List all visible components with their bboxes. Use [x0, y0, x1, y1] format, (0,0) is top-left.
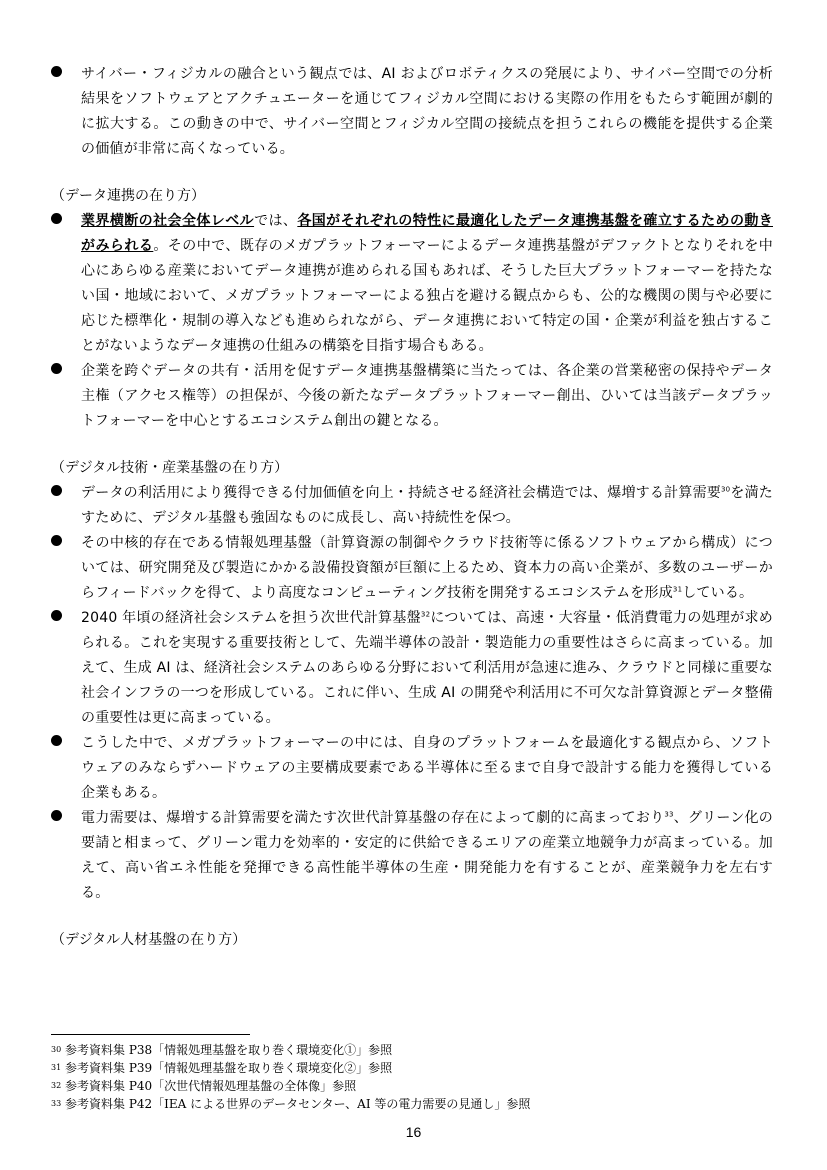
body-text: については、高速・大容量・低消費電力の処理が求められる。これを実現する重要技術として、先端半導体の設計・製造能力の重要性はさらに高まっている。加えて、生成 AI は、経済社会システムのあらゆる分野において利活用が急速に進み、クラウドと同様に重要な社会インフラの一つを形成している。これに伴い、生成 AI の開発や利活用に不可欠な計算資源とデータ整備の重要性は更に高まっている。 [81, 610, 773, 726]
bullet-icon [51, 610, 62, 621]
page-number: 16 [405, 1124, 422, 1140]
footnote [51, 1077, 791, 1095]
list-item [0, 359, 827, 434]
bullet-icon [51, 485, 62, 496]
paragraph-text [81, 806, 773, 906]
document-body [0, 62, 827, 953]
footnote-number: 31 [51, 1063, 62, 1072]
paragraph-text [81, 606, 773, 731]
footnote-ref: 32 [420, 610, 431, 619]
footnote-number: 30 [51, 1045, 62, 1054]
body-text: 、グリーン化の要請と相まって、グリーン電力を効率的・安定的に供給できるエリアの産業立地競争力が高まっている。加えて、高い省エネ性能を発揮できる高性能半導体の生産・開発能力を有することが、産業競争力を左右する。 [81, 810, 773, 901]
body-text: その中核的存在である情報処理基盤（計算資源の制御やクラウド技術等に係るソフトウェアから構成）については、研究開発及び製造にかかる設備投資額が巨額に上るため、資本力の高い企業が、多数のユーザーからフィードバックを得て、より高度なコンピューティング技術を開発するエコシステムを形成 [81, 535, 773, 601]
paragraph-text: 企業を跨ぐデータの共有・活用を促すデータ連携基盤構築に当たっては、各企業の営業秘密の保持やデータ主権（アクセス権等）の担保が、今後の新たなデータプラットフォーマー創出、ひいては当該データプラットフォーマーを中心とするエコシステム創出の鍵となる。 [81, 363, 773, 429]
footnote-number: 32 [51, 1081, 62, 1090]
body-text: データの利活用により獲得できる付加価値を向上・持続させる経済社会構造では、爆増する計算需要 [81, 485, 722, 501]
footnote [51, 1095, 791, 1113]
footnote-text: 参考資料集 P42「IEA による世界のデータセンター、AI 等の電力需要の見通し」参照 [65, 1097, 531, 1111]
section-heading-data-linkage: （データ連携の在り方） [51, 188, 205, 204]
footnote-ref: 30 [721, 485, 731, 494]
footnote [51, 1041, 791, 1059]
footnote [51, 1059, 791, 1077]
list-item [0, 62, 827, 162]
footnote-number: 33 [51, 1099, 62, 1108]
emphasis-text: 各国がそれぞれの特性に最適化したデータ連携基盤を確立するための動きがみられる [81, 213, 773, 254]
bullet-icon [51, 810, 62, 821]
footnote-ref: 33 [664, 810, 674, 819]
paragraph-text [81, 481, 773, 531]
body-text: 電力需要は、爆増する計算需要を満たす次世代計算基盤の存在によって劇的に高まっており [81, 810, 665, 826]
body-text: 。その中で、既存のメガプラットフォーマーによるデータ連携基盤がデファクトとなりそれを中心にあらゆる産業においてデータ連携が進められる国もあれば、そうした巨大プラットフォーマーを持たない国・地域において、メガプラットフォーマーによる独占を避ける観点からも、公的な機関の関与や必要に応じた標準化・規制の導入なども進められながら、データ連携において特定の国・企業が利益を独占することがないようなデータ連携の仕組みの構築を目指す場合もある。 [81, 238, 774, 354]
list-item [0, 531, 827, 606]
footnote-divider [51, 1034, 250, 1035]
bullet-icon [51, 535, 62, 546]
paragraph-text: こうした中で、メガプラットフォーマーの中には、自身のプラットフォームを最適化する観点から、ソフトウェアのみならずハードウェアの主要構成要素である半導体に至るまで自身で設計する能力を獲得している企業もある。 [81, 735, 773, 801]
bullet-icon [51, 735, 62, 746]
emphasis-text: 業界横断の社会全体レベル [81, 213, 255, 229]
footnote-text: 参考資料集 P39「情報処理基盤を取り巻く環境変化②」参照 [65, 1061, 393, 1075]
footnote-text: 参考資料集 P40「次世代情報処理基盤の全体像」参照 [65, 1079, 357, 1093]
footnotes [51, 1041, 791, 1113]
body-text: している。 [682, 585, 754, 601]
footnote-ref: 31 [672, 585, 683, 594]
body-text: では、 [254, 213, 298, 229]
paragraph-text: サイバー・フィジカルの融合という観点では、AI およびロボティクスの発展により、サイバー空間での分析結果をソフトウェアとアクチュエーターを通じてフィジカル空間における実際の作用をもたらす範囲が劇的に拡大する。この動きの中で、サイバー空間とフィジカル空間の接続点を担うこれらの機能を提供する企業の価値が非常に高くなっている。 [81, 66, 773, 157]
bullet-icon [51, 213, 62, 224]
body-text: 2040 年頃の経済社会システムを担う次世代計算基盤 [81, 610, 421, 626]
bullet-icon [51, 363, 62, 374]
paragraph-text [81, 531, 773, 606]
footnote-text: 参考資料集 P38「情報処理基盤を取り巻く環境変化①」参照 [65, 1043, 393, 1057]
list-item [0, 606, 827, 731]
bullet-icon [51, 66, 62, 77]
list-item [0, 209, 827, 359]
section-heading-digital-talent: （デジタル人材基盤の在り方） [51, 932, 247, 948]
paragraph-text [81, 209, 773, 359]
list-item [0, 731, 827, 806]
section-heading-digital-tech: （デジタル技術・産業基盤の在り方） [51, 460, 289, 476]
list-item [0, 806, 827, 906]
body-text: を満たすために、デジタル基盤も強固なものに成長し、高い持続性を保つ。 [81, 485, 773, 526]
list-item [0, 481, 827, 531]
